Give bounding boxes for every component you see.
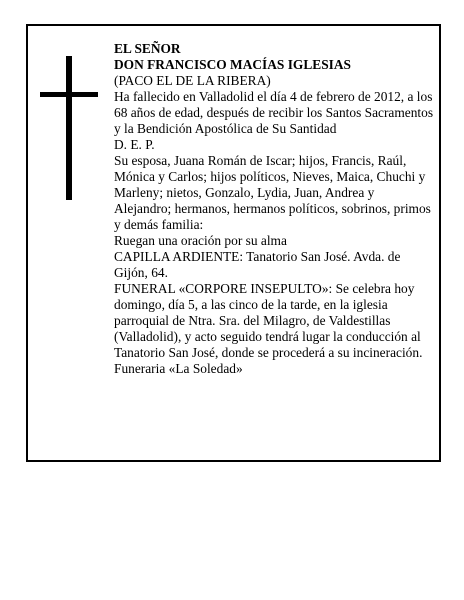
- funeral-info: FUNERAL «CORPORE INSEPULTO»: Se celebra hoy domingo, día 5, a las cinco de la tarde, en la iglesia parroquial de Ntra. Sra. del Milagro, de Valdestillas (Valladolid), y acto seguido tendrá lugar la conducción al Tanatorio San José, donde se procederá a su incineración.: [114, 281, 423, 360]
- notice-body: [114, 41, 434, 377]
- cross-icon: [40, 56, 98, 200]
- cross-horizontal-bar: [40, 92, 98, 97]
- death-announcement: Ha fallecido en Valladolid el día 4 de febrero de 2012, a los 68 años de edad, después de recibir los Santos Sacramentos y la Bendición Apostólica de Su Santidad: [114, 89, 434, 136]
- rip-line: D. E. P.: [114, 137, 155, 152]
- deceased-name: DON FRANCISCO MACÍAS IGLESIAS: [114, 57, 351, 72]
- family-list: Su esposa, Juana Román de Iscar; hijos, Francis, Raúl, Mónica y Carlos; hijos políticos, Nieves, Maica, Chuchi y Marleny; nietos, Gonzalo, Lydia, Juan, Andrea y Alejandro; hermanos, hermanos políticos, sobrinos, primos y demás familia:: [114, 153, 431, 232]
- prayer-request: Ruegan una oración por su alma: [114, 233, 287, 248]
- obituary-notice: [26, 24, 441, 462]
- chapel-info: CAPILLA ARDIENTE: Tanatorio San José. Avda. de Gijón, 64.: [114, 249, 401, 280]
- deceased-nickname: (PACO EL DE LA RIBERA): [114, 73, 271, 88]
- heading-title: EL SEÑOR: [114, 41, 181, 56]
- cross-vertical-bar: [66, 56, 72, 200]
- funeral-home: Funeraria «La Soledad»: [114, 361, 243, 376]
